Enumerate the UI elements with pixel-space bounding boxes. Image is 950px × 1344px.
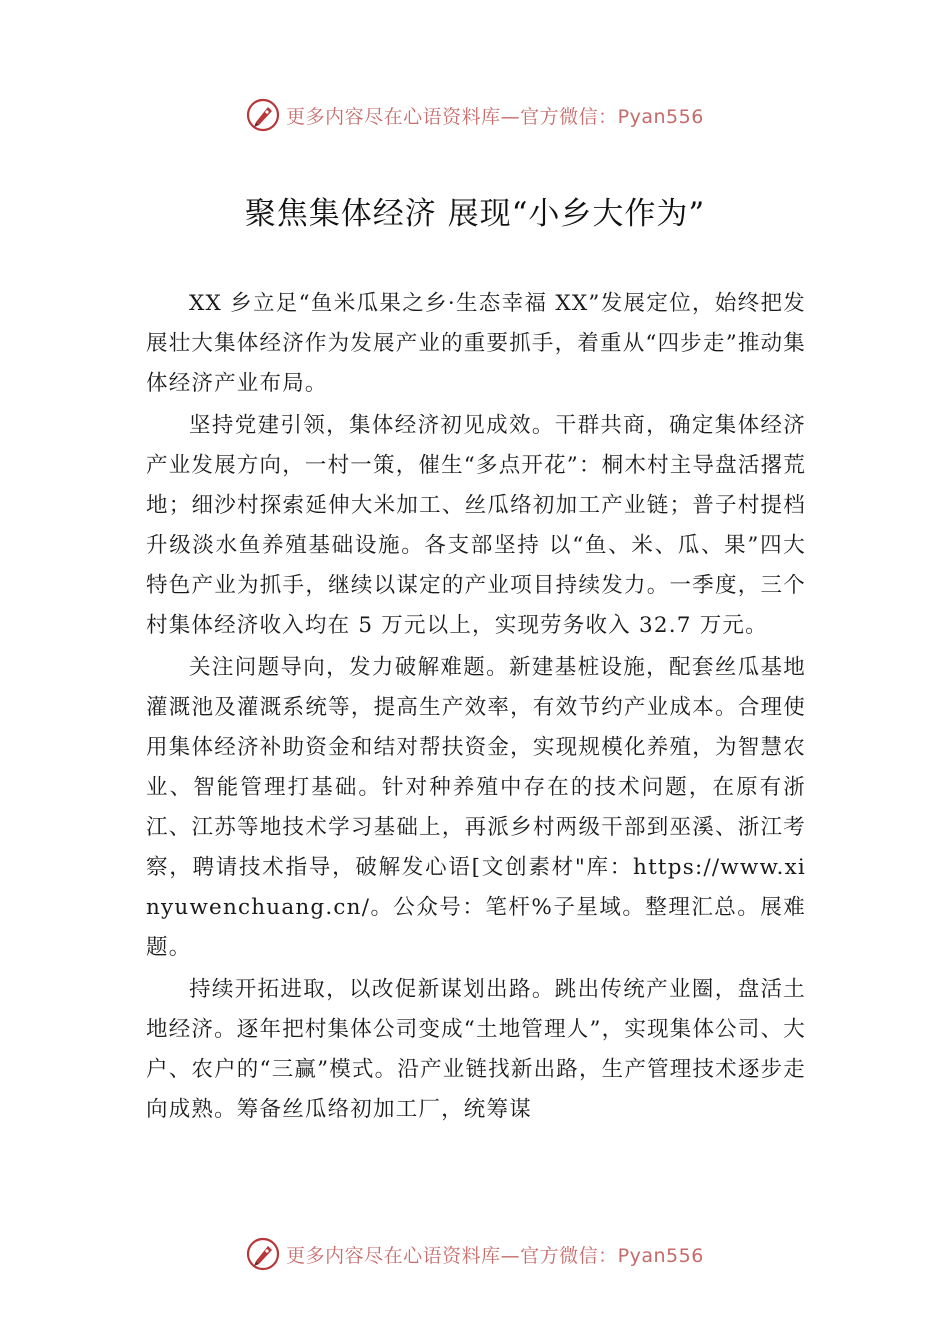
- document-body: [146, 284, 806, 1132]
- pen-nib-logo-icon: [246, 98, 280, 132]
- paragraph: 关注问题导向，发力破解难题。新建基桩设施，配套丝瓜基地灌溉池及灌溉系统等，提高生产效率，有效节约产业成本。合理使用集体经济补助资金和结对帮扶资金，实现规模化养殖，为智慧农业、智能管理打基础。针对种养殖中存在的技术问题，在原有浙江、江苏等地技术学习基础上，再派乡村两级干部到巫溪、浙江考察，聘请技术指导，破解发心语[文创素材"库：https://www.xinyuwenchuang.cn/。公众号：笔杆%子星域。整理汇总。展难题。: [146, 655, 806, 960]
- watermark-text: 更多内容尽在心语资料库—官方微信：Pyan556: [286, 1244, 704, 1267]
- paragraph: 坚持党建引领，集体经济初见成效。干群共商，确定集体经济产业发展方向，一村一策，催生“多点开花”：桐木村主导盘活撂荒地；细沙村探索延伸大米加工、丝瓜络初加工产业链；普子村提档升级淡水鱼养殖基础设施。各支部坚持 以“鱼、米、瓜、果”四大特色产业为抓手，继续以谋定的产业项目持续发力。一季度，三个村集体经济收入均在 5 万元以上，实现劳务收入 32.7 万元。: [146, 413, 806, 638]
- header-watermark: [0, 95, 950, 135]
- footer-watermark: [0, 1234, 950, 1274]
- document-title: 聚焦集体经济 展现“小乡大作为”: [244, 196, 706, 232]
- pen-nib-logo-icon: [246, 1237, 280, 1271]
- watermark-text: 更多内容尽在心语资料库—官方微信：Pyan556: [286, 105, 704, 128]
- paragraph: 持续开拓进取，以改促新谋划出路。跳出传统产业圈，盘活土地经济。逐年把村集体公司变成“土地管理人”，实现集体公司、大户、农户的“三赢”模式。沿产业链找新出路，生产管理技术逐步走向成熟。筹备丝瓜络初加工厂，统筹谋: [146, 977, 806, 1122]
- paragraph: XX 乡立足“鱼米瓜果之乡·生态幸福 XX”发展定位，始终把发展壮大集体经济作为发展产业的重要抓手，着重从“四步走”推动集体经济产业布局。: [146, 291, 806, 396]
